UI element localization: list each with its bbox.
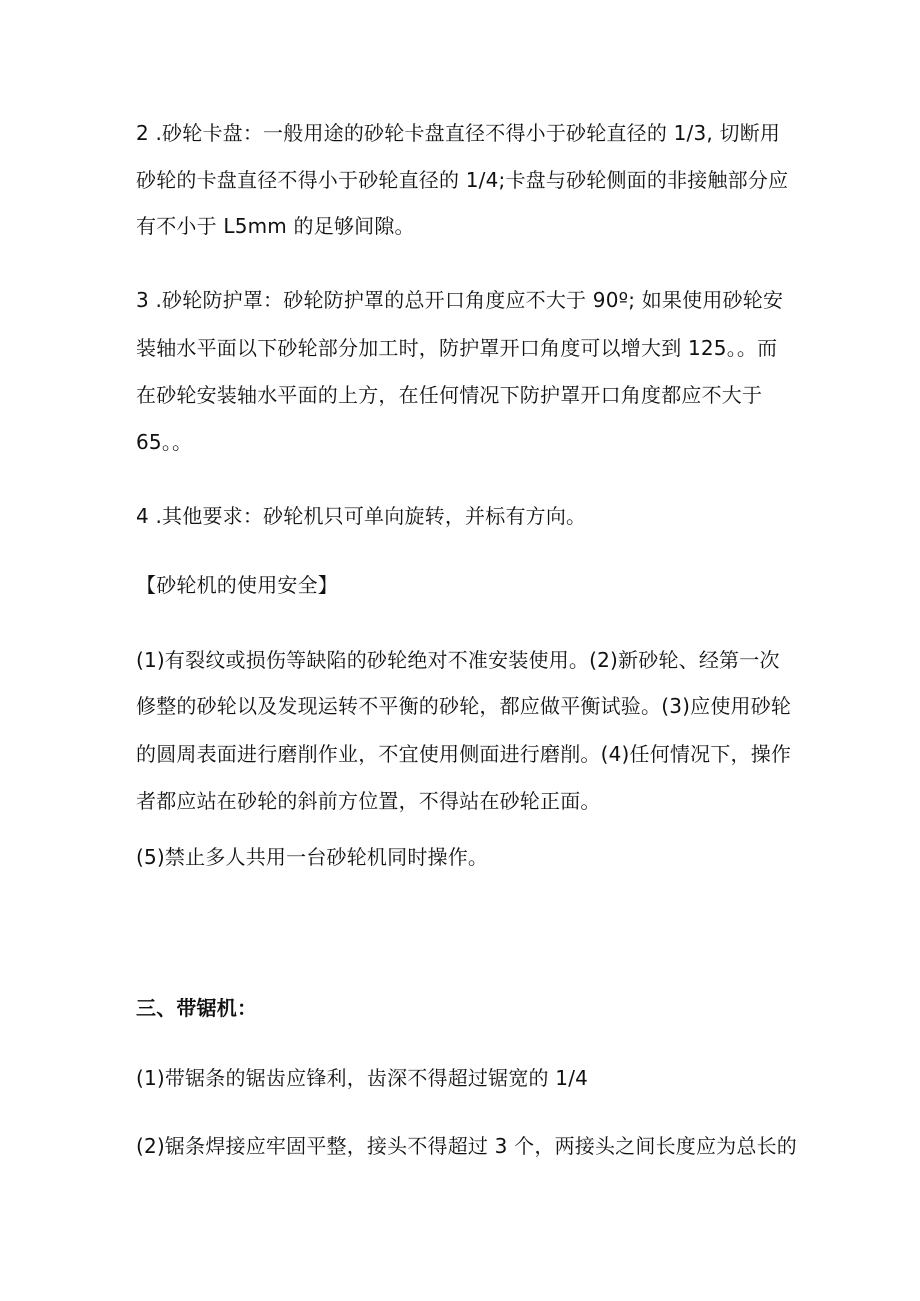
paragraph-line: 有不小于 L5mm 的足够间隙。	[136, 214, 415, 238]
paragraph-line: (1)有裂纹或损伤等缺陷的砂轮绝对不准安装使用。(2)新砂轮、经第一次	[136, 648, 780, 672]
paragraph-line: 装轴水平面以下砂轮部分加工时，防护罩开口角度可以增大到 125。。而	[136, 336, 778, 360]
paragraph-line: 在砂轮安装轴水平面的上方，在任何情况下防护罩开口角度都应不大于	[136, 383, 763, 407]
paragraph-line: 砂轮的卡盘直径不得小于砂轮直径的 1/4;卡盘与砂轮侧面的非接触部分应	[136, 168, 789, 192]
section-heading: 三、带锯机：	[136, 996, 258, 1020]
paragraph-line: 2 .砂轮卡盘：一般用途的砂轮卡盘直径不得小于砂轮直径的 1/3, 切断用	[136, 121, 781, 145]
paragraph-line: (2)锯条焊接应牢固平整，接头不得超过 3 个，两接头之间长度应为总长的	[136, 1134, 797, 1158]
paragraph-line: 65。。	[136, 430, 193, 454]
paragraph-line: (5)禁止多人共用一台砂轮机同时操作。	[136, 845, 489, 869]
paragraph-line: 者都应站在砂轮的斜前方位置，不得站在砂轮正面。	[136, 789, 601, 813]
paragraph-line: 的圆周表面进行磨削作业，不宜使用侧面进行磨削。(4)任何情况下，操作	[136, 742, 792, 766]
paragraph-line: 4 .其他要求：砂轮机只可单向旋转，并标有方向。	[136, 504, 587, 528]
section-heading: 【砂轮机的使用安全】	[136, 573, 338, 597]
paragraph-line: 3 .砂轮防护罩：砂轮防护罩的总开口角度应不大于 90º; 如果使用砂轮安	[136, 288, 784, 312]
paragraph-line: 修整的砂轮以及发现运转不平衡的砂轮，都应做平衡试验。(3)应使用砂轮	[136, 694, 792, 718]
paragraph-line: (1)带锯条的锯齿应锋利，齿深不得超过锯宽的 1/4	[136, 1066, 589, 1090]
